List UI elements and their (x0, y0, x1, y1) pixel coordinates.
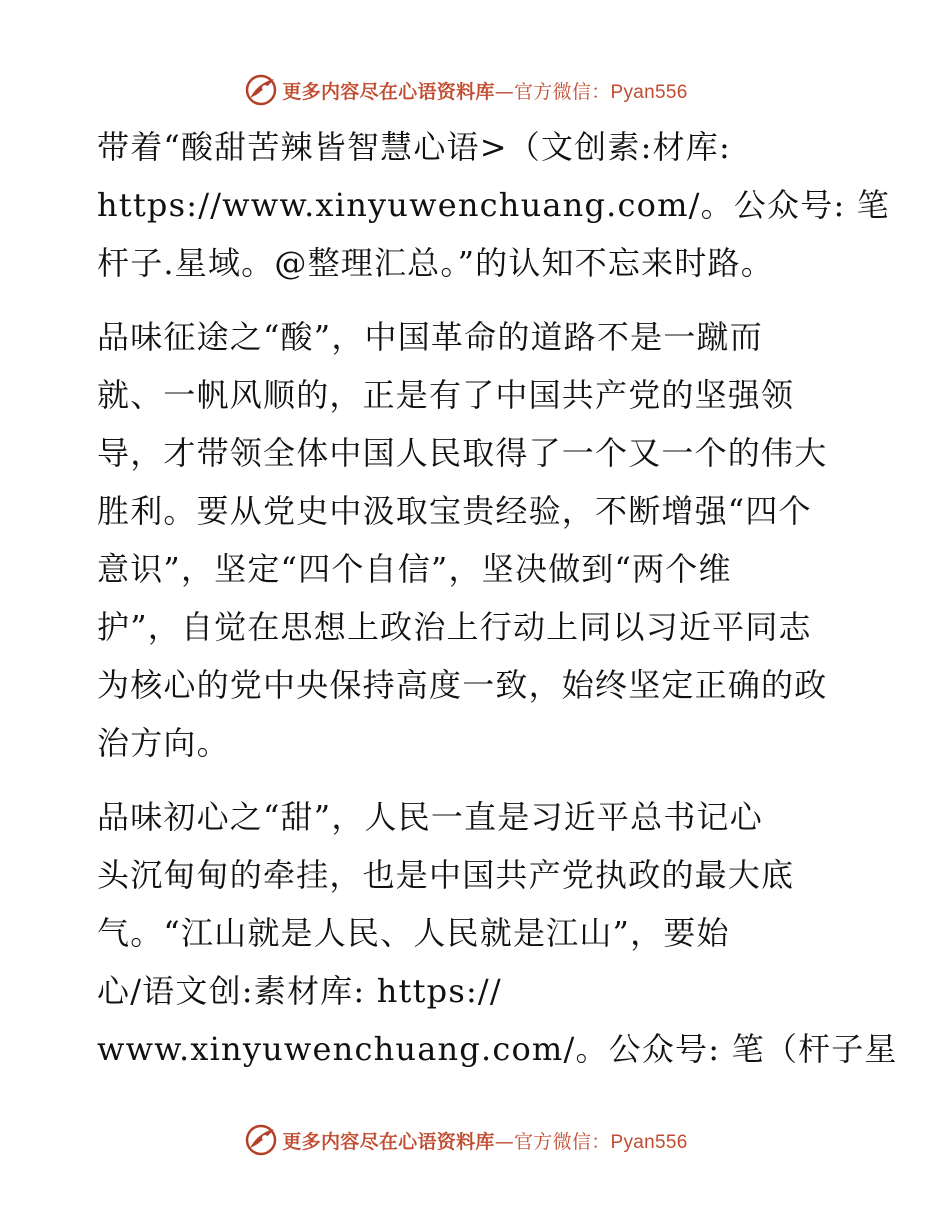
paragraph-3 (97, 788, 898, 1078)
banner-wechat-label: 官方微信： (514, 80, 611, 103)
text-line: 护”，自觉在思想上政治上行动上同以习近平同志 (97, 608, 812, 646)
paragraph-1 (97, 118, 890, 292)
text-line: 气。“江山就是人民、人民就是江山”，要始 (97, 914, 730, 952)
banner-wechat-label: 官方微信： (514, 1130, 611, 1153)
text-line: 头沉甸甸的牵挂，也是中国共产党执政的最大底 (97, 856, 795, 894)
banner-text (282, 77, 687, 104)
banner-text (282, 1127, 687, 1154)
banner-lead: 更多内容尽在心语资料库 (282, 1130, 495, 1153)
text-line: 品味征途之“酸”，中国革命的道路不是一蹴而 (97, 318, 763, 356)
header-banner (0, 70, 950, 110)
banner-wechat-id: Pyan556 (610, 1131, 688, 1153)
text-line: 带着“酸甜苦辣皆智慧心语>（文创素:材库: (97, 128, 731, 166)
text-line: www.xinyuwenchuang.com/。公众号: 笔（杆子星 (97, 1030, 898, 1068)
banner-content (244, 1123, 687, 1157)
text-line: 导，才带领全体中国人民取得了一个又一个的伟大 (97, 434, 828, 472)
document-body (97, 118, 898, 1078)
banner-lead: 更多内容尽在心语资料库 (282, 80, 495, 103)
quill-logo-icon (244, 73, 278, 107)
text-line: 治方向。 (97, 724, 230, 762)
text-line: https://www.xinyuwenchuang.com/。公众号: 笔 (97, 186, 890, 224)
banner-wechat-id: Pyan556 (610, 81, 688, 103)
text-line: 品味初心之“甜”，人民一直是习近平总书记心 (97, 798, 763, 836)
text-line: 为核心的党中央保持高度一致，始终坚定正确的政 (97, 666, 828, 704)
text-line: 胜利。要从党史中汲取宝贵经验，不断增强“四个 (97, 492, 812, 530)
text-line: 心/语文创:素材库: https:// (97, 972, 502, 1010)
banner-dash: — (494, 80, 514, 103)
text-line: 就、一帆风顺的，正是有了中国共产党的坚强领 (97, 376, 795, 414)
footer-banner (0, 1120, 950, 1160)
banner-content (244, 73, 687, 107)
banner-dash: — (494, 1130, 514, 1153)
text-line: 意识”，坚定“四个自信”，坚决做到“两个维 (97, 550, 732, 588)
paragraph-2 (97, 308, 857, 772)
quill-logo-icon (244, 1123, 278, 1157)
text-line: 杆子.星域。@整理汇总。”的认知不忘来时路。 (97, 244, 774, 282)
